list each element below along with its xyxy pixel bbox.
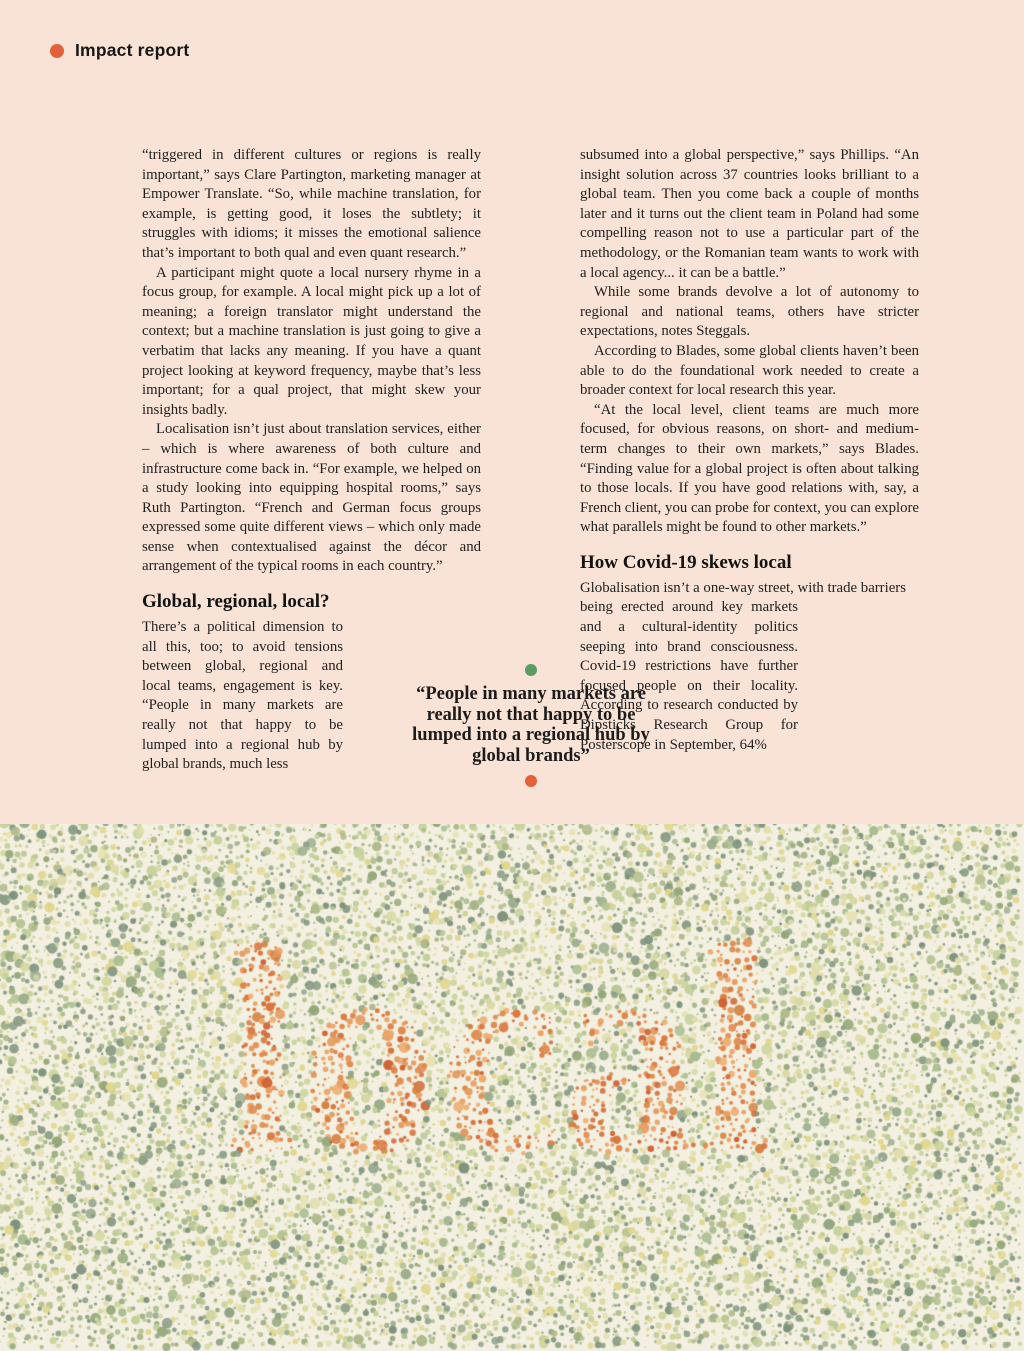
- header-dot-icon: [50, 44, 64, 58]
- section-heading-covid-skews-local: How Covid-19 skews local: [580, 551, 792, 573]
- pull-quote: [399, 664, 663, 787]
- ishihara-canvas: [0, 824, 1024, 1351]
- body-paragraph: There’s a political dimension to all this, too; to avoid tensions between global, regional and local teams, engagement is key. “People in many markets are really not that happy to be lumped into a regional hub by global brands, much less: [142, 619, 343, 773]
- section-heading-global-regional-local: Global, regional, local?: [142, 591, 330, 613]
- pull-quote-bottom-dot-icon: [525, 775, 537, 787]
- body-paragraph: A participant might quote a local nursery rhyme in a focus group, for example. A local might pick up a lot of meaning; a foreign translator might understand the context; but a machine translation is just going to give a verbatim that lacks any meaning. If you have a quant project looking at keyword frequency, maybe that’s less important; for a qual project, that might skew your insights badly.: [142, 264, 481, 418]
- body-paragraph: being erected around key markets and a cultural-identity politics seeping into brand consciousness. Covid-19 restrictions have further focused people on their locality. According to research conducted by Dipsticks Research Group for Posterscope in September, 64%: [580, 599, 798, 753]
- body-paragraph: Localisation isn’t just about translation services, either – which is where awareness of both culture and infrastructure come back in. “For example, we helped on a study looking into equipping hospital rooms,” says Ruth Partington. “French and German focus groups expressed some quite different views – which only made sense when contextualised against the décor and arrangement of the typical rooms in each country.”: [142, 421, 481, 575]
- body-paragraph: Globalisation isn’t a one-way street, with trade barriers: [580, 579, 906, 596]
- body-paragraph: “At the local level, client teams are much more focused, for obvious reasons, on short- and medium-term changes to their own markets,” says Blades. “Finding value for a global project is often about talking to those locals. If you have good relations with, say, a French client, you can probe for context, you can explore what parallels might be found to other markets.”: [580, 401, 919, 536]
- ishihara-test-image: [0, 824, 1024, 1351]
- pull-quote-text: “People in many markets are really not that happy to be lumped into a regional hub by global brands”: [412, 684, 650, 766]
- impact-report-label: Impact report: [75, 40, 190, 60]
- body-paragraph: According to Blades, some global clients haven’t been able to do the foundational work needed to create a broader context for local research this year.: [580, 342, 919, 399]
- body-paragraph: subsumed into a global perspective,” says Phillips. “An insight solution across 37 countries looks brilliant to a global team. Then you come back a couple of months later and it turns out the client team in Poland had some compelling reason not to use a particular part of the methodology, or the Romanian team wants to work with a local agency... it can be a battle.”: [580, 147, 919, 281]
- body-paragraph: While some brands devolve a lot of autonomy to regional and national teams, others have stricter expectations, notes Steggals.: [580, 284, 919, 340]
- body-paragraph: “triggered in different cultures or regions is really important,” says Clare Partington, marketing manager at Empower Translate. “So, while machine translation, for example, is getting good, it loses the subtlety; it struggles with idioms; it misses the emotional salience that’s important to both qual and even quant research.”: [142, 147, 481, 261]
- page-header: [50, 40, 189, 61]
- pull-quote-top-dot-icon: [525, 664, 537, 676]
